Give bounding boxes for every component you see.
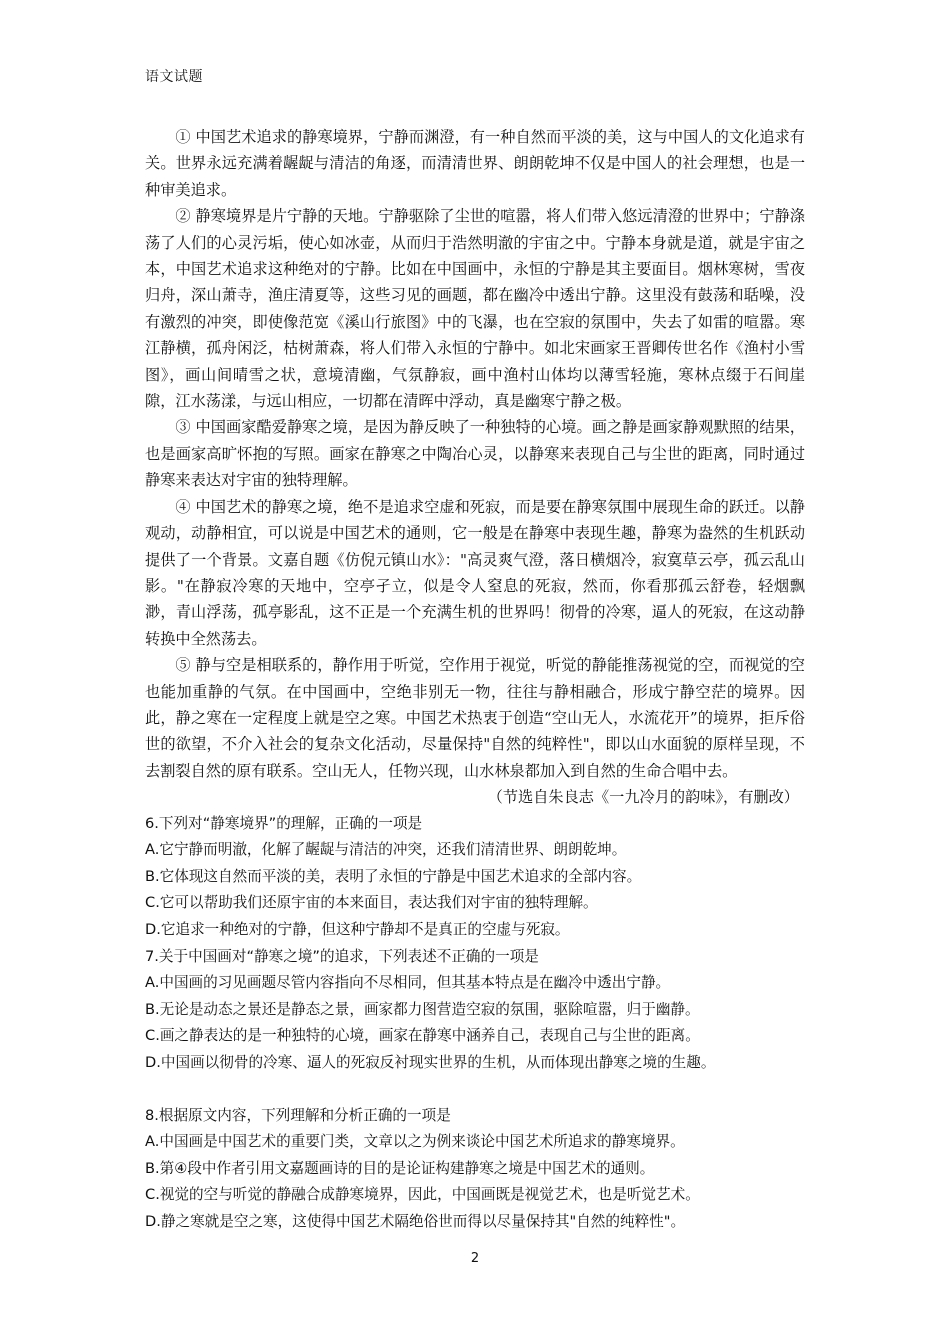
option-c: C.它可以帮助我们还原宇宙的本来面目，表达我们对宇宙的独特理解。 xyxy=(145,894,598,912)
document-header: 语文试题 xyxy=(145,69,203,85)
passage-paragraph-2: ② 静寒境界是片宁静的天地。宁静驱除了尘世的喧嚣，将人们带入悠远清澄的世界中；宁静涤荡了人们的心灵污垢，使心如冰壶，从而归于浩然明澈的宇宙之中。宁静本身就是道，就是宇宙之本，中国艺术追求这种绝对的宁静。比如在中国画中，永恒的宁静是其主要面目。烟林寒树，雪夜归舟，深山萧寺，渔庄清夏等，这些习见的画题，都在幽冷中透出宁静。这里没有鼓荡和聒噪，没有激烈的冲突，即使像范宽《溪山行旅图》中的飞瀑，也在空寂的氛围中，失去了如雷的喧嚣。寒江静横，孤舟闲泛，枯树萧森，将人们带入永恒的宁静中。如北宋画家王晋卿传世名作《渔村小雪图》，画山间晴雪之状，意境清幽，气氛静寂，画中渔村山体均以薄雪轻施，寒林点缀于石间崖隙，江水荡漾，与远山相应，一切都在清晖中浮动，真是幽寒宁静之极。 xyxy=(145,207,805,411)
question-6 xyxy=(145,811,805,944)
question-stem: 6.下列对“静寒境界”的理解，正确的一项是 xyxy=(145,814,423,832)
page-number: 2 xyxy=(470,1251,480,1266)
option-b: B.无论是动态之景还是静态之景，画家都力图营造空寂的氛围，驱除喧嚣，归于幽静。 xyxy=(145,1000,700,1018)
passage-paragraph-1: ① 中国艺术追求的静寒境界，宁静而渊澄，有一种自然而平淡的美，这与中国人的文化追求有关。世界永远充满着龌龊与清洁的角逐，而清清世界、朗朗乾坤不仅是中国人的社会理想，也是一种审美追求。 xyxy=(145,128,805,199)
document-body xyxy=(145,124,805,1235)
passage-paragraph-4: ④ 中国艺术的静寒之境，绝不是追求空虚和死寂，而是要在静寒氛围中展现生命的跃迁。以静观动，动静相宜，可以说是中国艺术的通则，它一般是在静寒中表现生趣，静寒为盎然的生机跃动提供了一个背景。文嘉自题《仿倪元镇山水》："高灵爽气澄，落日横烟冷，寂寞草云亭，孤云乱山影。"在静寂冷寒的天地中，空亭孑立，似是令人窒息的死寂，然而，你看那孤云舒卷，轻烟飘渺，青山浮荡，孤亭影乱，这不正是一个充满生机的世界吗！彻骨的冷寒，逼人的死寂，在这动静转换中全然荡去。 xyxy=(145,497,805,648)
option-b: B.第④段中作者引用文嘉题画诗的目的是论证构建静寒之境是中国艺术的通则。 xyxy=(145,1159,655,1177)
passage-paragraph-5: ⑤ 静与空是相联系的，静作用于听觉，空作用于视觉，听觉的静能推荡视觉的空，而视觉的空也能加重静的气氛。在中国画中，空绝非别无一物，往往与静相融合，形成宁静空茫的境界。因此，静之寒在一定程度上就是空之寒。中国艺术热衷于创造“空山无人，水流花开”的境界，拒斥俗世的欲望，不介入社会的复杂文化活动，尽量保持"自然的纯粹性"，即以山水面貌的原样呈现，不去割裂自然的原有联系。空山无人，任物兴现，山水林泉都加入到自然的生命合唱中去。 xyxy=(145,656,805,780)
option-c: C.视觉的空与听觉的静融合成静寒境界，因此，中国画既是视觉艺术，也是听觉艺术。 xyxy=(145,1186,700,1204)
question-stem: 7.关于中国画对“静寒之境”的追求，下列表述不正确的一项是 xyxy=(145,947,539,965)
question-7 xyxy=(145,944,805,1077)
option-a: A.中国画的习见画题尽管内容指向不尽相同，但其基本特点是在幽冷中透出宁静。 xyxy=(145,974,671,992)
reading-passage xyxy=(145,124,805,811)
option-b: B.它体现这自然而平淡的美，表明了永恒的宁静是中国艺术追求的全部内容。 xyxy=(145,867,642,885)
section-spacer xyxy=(145,1077,805,1103)
option-d: D.中国画以彻骨的冷寒、逼人的死寂反衬现实世界的生机，从而体现出静寒之境的生趣。 xyxy=(145,1053,716,1071)
option-c: C.画之静表达的是一种独特的心境，画家在静寒中涵养自己，表现自己与尘世的距离。 xyxy=(145,1027,700,1045)
question-8 xyxy=(145,1103,805,1236)
question-stem: 8.根据原文内容，下列理解和分析正确的一项是 xyxy=(145,1106,451,1124)
passage-paragraph-3: ③ 中国画家酷爱静寒之境，是因为静反映了一种独特的心境。画之静是画家静观默照的结果，也是画家高旷怀抱的写照。画家在静寒之中陶冶心灵，以静寒来表现自己与尘世的距离，同时通过静寒来表达对宇宙的独特理解。 xyxy=(145,418,805,490)
option-a: A.它宁静而明澈，化解了龌龊与清洁的冲突，还我们清清世界、朗朗乾坤。 xyxy=(145,841,627,859)
option-d: D.静之寒就是空之寒，这使得中国艺术隔绝俗世而得以尽量保持其"自然的纯粹性"。 xyxy=(145,1212,686,1230)
passage-source-citation: （节选自朱良志《一九冷月的韵味》，有删改） xyxy=(487,788,799,807)
option-a: A.中国画是中国艺术的重要门类，文章以之为例来谈论中国艺术所追求的静寒境界。 xyxy=(145,1133,685,1151)
option-d: D.它追求一种绝对的宁静，但这种宁静却不是真正的空虚与死寂。 xyxy=(145,920,570,938)
